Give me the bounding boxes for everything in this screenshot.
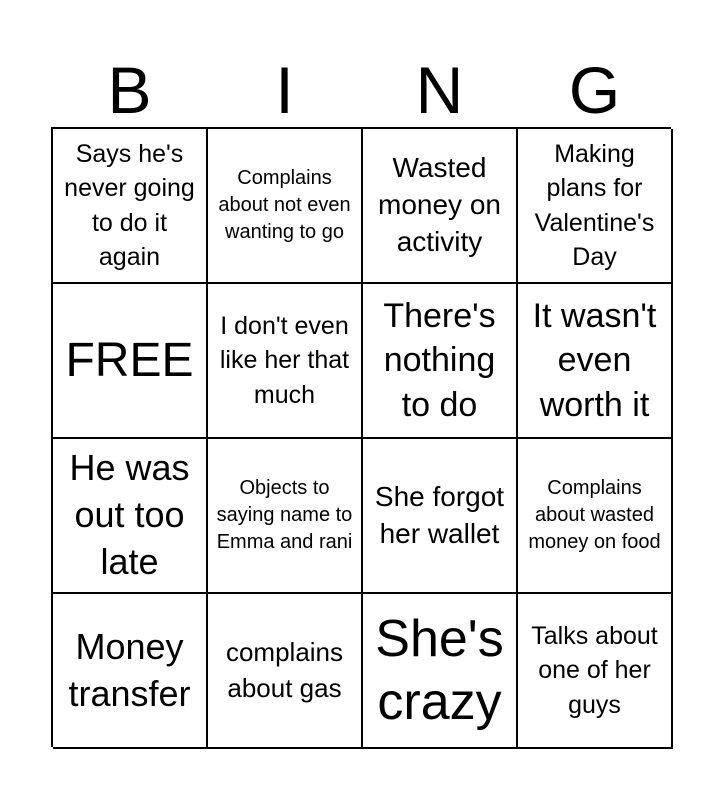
bingo-cell-text: She forgot her wallet bbox=[374, 480, 505, 549]
bingo-cell-text: FREE bbox=[65, 333, 194, 387]
bingo-cell-text: Money transfer bbox=[68, 625, 191, 714]
bingo-cell-text: Complains about not even wanting to go bbox=[218, 167, 351, 243]
bingo-cell-text: It wasn't even worth it bbox=[532, 297, 657, 424]
bingo-cell-free[interactable] bbox=[53, 284, 208, 439]
bingo-board bbox=[51, 127, 671, 747]
bingo-header bbox=[52, 52, 672, 128]
bingo-cell-text: I don't even like her that much bbox=[219, 311, 350, 409]
bingo-cell[interactable] bbox=[53, 439, 208, 594]
bingo-cell-text: Wasted money on activity bbox=[378, 152, 501, 257]
bingo-cell-text: Complains about wasted money on food bbox=[528, 477, 661, 553]
bingo-cell[interactable] bbox=[518, 284, 673, 439]
header-letter-b: B bbox=[107, 53, 152, 127]
header-letter-g: G bbox=[568, 53, 621, 127]
bingo-cell[interactable] bbox=[363, 129, 518, 284]
bingo-cell[interactable] bbox=[518, 594, 673, 749]
bingo-cell[interactable] bbox=[363, 439, 518, 594]
bingo-cell[interactable] bbox=[363, 594, 518, 749]
bingo-cell[interactable] bbox=[53, 129, 208, 284]
bingo-cell-text: He was out too late bbox=[69, 447, 190, 582]
bingo-cell-text: Talks about one of her guys bbox=[531, 621, 658, 719]
bingo-cell[interactable] bbox=[208, 439, 363, 594]
header-letter-n: N bbox=[415, 53, 464, 127]
bingo-cell[interactable] bbox=[518, 439, 673, 594]
bingo-cell-text: Says he's never going to do it again bbox=[64, 139, 195, 271]
bingo-cell[interactable] bbox=[208, 129, 363, 284]
bingo-cell-text: complains about gas bbox=[225, 637, 344, 703]
bingo-cell-text: There's nothing to do bbox=[383, 297, 496, 424]
bingo-cell-text: Making plans for Valentine's Day bbox=[534, 139, 655, 271]
bingo-cell[interactable] bbox=[53, 594, 208, 749]
bingo-cell[interactable] bbox=[208, 594, 363, 749]
bingo-cell-text: She's crazy bbox=[375, 610, 504, 731]
bingo-cell[interactable] bbox=[518, 129, 673, 284]
bingo-cell[interactable] bbox=[208, 284, 363, 439]
header-letter-i: I bbox=[275, 53, 294, 127]
bingo-cell-text: Objects to saying name to Emma and rani bbox=[216, 477, 353, 553]
bingo-cell[interactable] bbox=[363, 284, 518, 439]
